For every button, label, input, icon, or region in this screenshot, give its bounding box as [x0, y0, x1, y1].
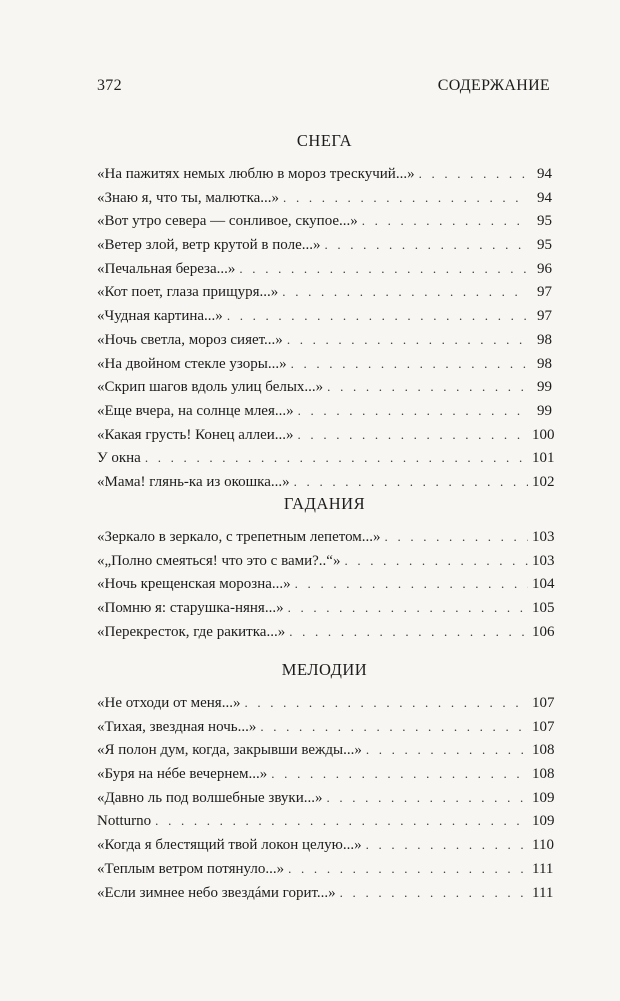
toc-entry-page: 98	[537, 355, 552, 372]
toc-entry	[97, 257, 552, 281]
toc-entry-title: «Ночь крещенская морозна...»	[97, 576, 291, 593]
dot-leader	[295, 572, 528, 596]
section-snega	[97, 131, 555, 494]
toc-entry-title: «Чудная картина...»	[97, 308, 223, 325]
toc-entry	[97, 304, 552, 328]
toc-list	[97, 162, 555, 494]
dot-leader	[324, 233, 528, 257]
toc-entry	[97, 691, 555, 715]
toc-entry-page: 111	[532, 860, 554, 877]
toc-entry-title: «На пажитях немых люблю в мороз трескучий...»	[97, 166, 415, 182]
toc-entry-page: 96	[537, 260, 552, 277]
toc-entry-page: 98	[537, 331, 552, 348]
toc-entry-title: «Буря на нéбе вечернем...»	[97, 766, 268, 783]
toc-entry-page: 99	[537, 379, 552, 396]
dot-leader	[244, 691, 528, 715]
dot-leader	[291, 352, 528, 376]
toc-entry-title: «Знаю я, что ты, малютка...»	[97, 189, 280, 206]
toc-entry	[97, 620, 555, 644]
toc-entry-page: 95	[537, 213, 552, 230]
toc-entry	[97, 209, 552, 233]
toc-entry-title: «Не отходи от меня...»	[97, 695, 241, 711]
toc-entry-title: «Я полон дум, когда, закрывши вежды...»	[97, 742, 362, 759]
toc-entry-title: «Какая грусть! Конец аллеи...»	[97, 426, 294, 443]
toc-entry	[97, 470, 555, 494]
toc-entry-page: 108	[532, 766, 555, 783]
toc-entry-page: 105	[532, 600, 555, 617]
toc-entry	[97, 328, 552, 352]
toc-entry-title: «Если зимнее небо звездáми горит...»	[97, 884, 336, 901]
toc-entry-page: 97	[537, 284, 552, 301]
dot-leader	[366, 833, 528, 857]
toc-entry-page: 107	[532, 718, 555, 735]
toc-entry-title: «Еще вчера, на солнце млея...»	[97, 402, 294, 419]
dot-leader	[288, 596, 528, 620]
toc-entry-page: 104	[532, 576, 555, 593]
toc-entry-title: «Теплым ветром потянуло...»	[97, 860, 285, 877]
toc-entry-title: У окна	[97, 450, 141, 467]
toc-entry-page: 101	[532, 450, 555, 467]
toc-list	[97, 691, 555, 904]
section-title: СНЕГА	[296, 131, 353, 150]
toc-entry-title: «Перекресток, где ракитка...»	[97, 623, 286, 640]
page-number: 372	[97, 77, 122, 94]
dot-leader	[327, 375, 528, 399]
running-head	[97, 77, 550, 95]
dot-leader	[340, 881, 528, 905]
section-melodii	[97, 660, 555, 904]
toc-entry-page: 106	[532, 623, 555, 640]
dot-leader	[155, 809, 528, 833]
toc-entry-title: «Помню я: старушка-няня...»	[97, 600, 284, 617]
toc-entry-page: 97	[537, 308, 552, 325]
toc-entry-page: 99	[537, 402, 552, 419]
toc-entry	[97, 399, 552, 423]
toc-entry	[97, 881, 552, 905]
toc-entry-title: «На двойном стекле узоры...»	[97, 355, 287, 372]
dot-leader	[283, 186, 528, 210]
toc-entry-title: «Ветер злой, ветр крутой в поле...»	[97, 237, 321, 254]
dot-leader	[227, 304, 528, 328]
toc-entry	[97, 423, 555, 447]
dot-leader	[260, 715, 528, 739]
section-title: МЕЛОДИИ	[281, 660, 368, 679]
toc-entry	[97, 572, 555, 596]
toc-entry	[97, 186, 552, 210]
toc-entry	[97, 786, 555, 810]
toc-entry-title: «„Полно смеяться! что это с вами?..“»	[97, 552, 341, 569]
dot-leader	[282, 280, 528, 304]
toc-list	[97, 525, 555, 643]
toc-entry-title: «Вот утро севера — сонливое, скупое...»	[97, 213, 358, 230]
toc-entry-title: Notturno	[97, 813, 152, 830]
dot-leader	[385, 525, 528, 549]
toc-entry	[97, 375, 552, 399]
toc-entry	[97, 762, 555, 786]
toc-entry	[97, 738, 555, 762]
toc-entry-page: 95	[537, 237, 552, 254]
toc-entry-page: 111	[532, 884, 554, 901]
toc-entry-page: 94	[537, 166, 552, 182]
dot-leader	[326, 786, 528, 810]
toc-entry	[97, 857, 552, 881]
toc-entry	[97, 280, 552, 304]
toc-entry-title: «Зеркало в зеркало, с трепетным лепетом...»	[97, 529, 381, 545]
toc-entry-title: «Кот поет, глаза прищуря...»	[97, 284, 279, 301]
toc-entry	[97, 715, 555, 739]
toc-entry-title: «Давно ль под волшебные звуки...»	[97, 789, 323, 806]
running-title: СОДЕРЖАНИЕ	[437, 77, 550, 94]
toc-entry	[97, 162, 552, 186]
toc-entry-page: 109	[532, 813, 555, 830]
toc-entry-page: 103	[532, 529, 555, 545]
toc-entry-title: «Когда я блестящий твой локон целую...»	[97, 837, 362, 854]
toc-entry	[97, 549, 555, 573]
toc-entry-page: 94	[537, 189, 552, 206]
toc-entry	[97, 809, 555, 833]
toc-entry	[97, 525, 555, 549]
dot-leader	[294, 470, 528, 494]
dot-leader	[344, 549, 528, 573]
section-title: ГАДАНИЯ	[283, 494, 366, 513]
toc-entry	[97, 833, 552, 857]
toc-entry-title: «Тихая, звездная ночь...»	[97, 718, 257, 735]
toc-entry-title: «Ночь светла, мороз сияет...»	[97, 331, 283, 348]
toc-entry-page: 110	[532, 837, 554, 854]
toc-entry	[97, 446, 555, 470]
toc-entry-page: 108	[532, 742, 555, 759]
toc-entry-title: «Мама! глянь-ка из окошка...»	[97, 473, 290, 490]
dot-leader	[362, 209, 528, 233]
dot-leader	[298, 399, 528, 423]
toc-entry	[97, 233, 552, 257]
toc-entry	[97, 596, 555, 620]
toc-entry-page: 109	[532, 789, 555, 806]
dot-leader	[271, 762, 528, 786]
dot-leader	[298, 423, 528, 447]
toc-entry-page: 103	[532, 552, 555, 569]
toc-entry-page: 102	[532, 473, 555, 490]
toc-entry-page: 100	[532, 426, 555, 443]
toc-entry	[97, 352, 552, 376]
dot-leader	[288, 857, 528, 881]
dot-leader	[287, 328, 528, 352]
dot-leader	[239, 257, 528, 281]
dot-leader	[145, 446, 528, 470]
toc-entry-page: 107	[532, 695, 555, 711]
dot-leader	[419, 162, 528, 186]
section-gadaniya	[97, 494, 555, 643]
dot-leader	[366, 738, 528, 762]
dot-leader	[289, 620, 528, 644]
toc-entry-title: «Скрип шагов вдоль улиц белых...»	[97, 379, 324, 396]
toc-entry-title: «Печальная береза...»	[97, 260, 236, 277]
